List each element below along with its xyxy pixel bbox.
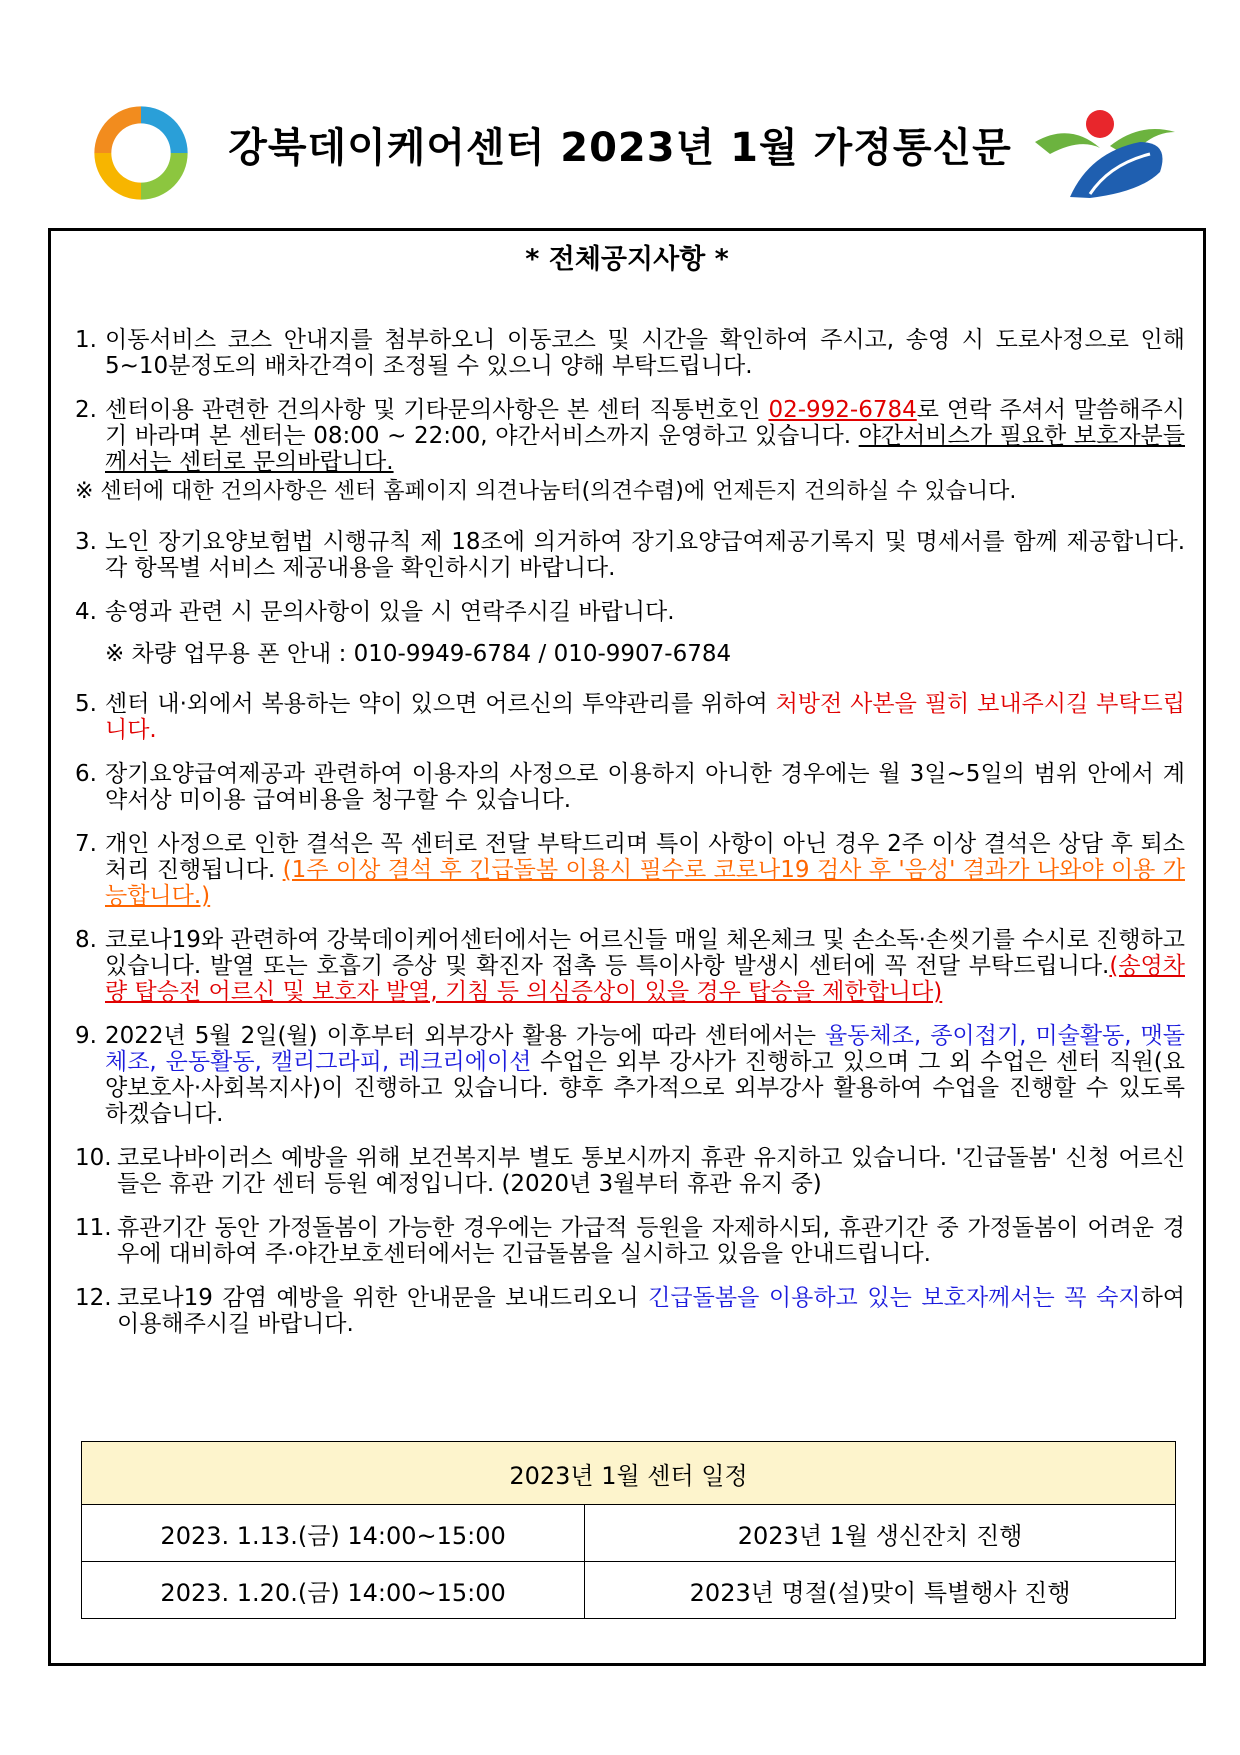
schedule-date: 2023. 1.13.(금) 14:00~15:00 bbox=[82, 1505, 585, 1562]
item-text-highlight: 긴급돌봄을 이용하고 있는 보호자께서는 꼭 숙지 bbox=[648, 1285, 1141, 1311]
notice-item-7 bbox=[75, 831, 1185, 909]
schedule-header-row bbox=[82, 1442, 1176, 1505]
item-number: 7. bbox=[75, 831, 97, 857]
item-number: 5. bbox=[75, 691, 97, 717]
notice-frame bbox=[48, 228, 1206, 1666]
notice-item-8 bbox=[75, 927, 1185, 1005]
item-text-highlight: 처방전 사본을 필히 보내주시길 부탁드립니다. bbox=[105, 691, 1185, 743]
center-phone-number: 02-992-6784 bbox=[768, 397, 917, 423]
item-text: 하여 이용해주시길 바랍니다. bbox=[117, 1285, 1185, 1337]
item-text-highlight: 율동체조, 종이접기, 미술활동, 맷돌체조, 운동활동, 캘리그라피, 레크리에이션 bbox=[105, 1023, 1186, 1075]
notice-item-12 bbox=[75, 1285, 1185, 1337]
schedule-event: 2023년 1월 생신잔치 진행 bbox=[585, 1505, 1176, 1562]
item-text: 코로나바이러스 예방을 위해 보건복지부 별도 통보시까지 휴관 유지하고 있습니다. '긴급돌봄' 신청 어르신들은 휴관 기간 센터 등원 예정입니다. (2020년 3월부터 휴관 유지 중) bbox=[117, 1145, 1185, 1197]
item-text: 휴관기간 동안 가정돌봄이 가능한 경우에는 가급적 등원을 자제하시되, 휴관기간 중 가정돌봄이 어려운 경우에 대비하여 주·야간보호센터에서는 긴급돌봄을 실시하고 있음을 안내드립니다. bbox=[117, 1215, 1185, 1267]
item-text-highlight: (1주 이상 결석 후 긴급돌봄 이용시 필수로 코로나19 검사 후 '음성' 결과가 나와야 이용 가능합니다.) bbox=[105, 857, 1185, 909]
item-text: 2022년 5월 2일(월) 이후부터 외부강사 활용 가능에 따라 센터에서는 bbox=[105, 1023, 826, 1049]
item-number: 3. bbox=[75, 529, 97, 555]
item-text: 센터 내·외에서 복용하는 약이 있으면 어르신의 투약관리를 위하여 bbox=[105, 691, 776, 717]
circle-swirl-logo-icon bbox=[88, 100, 194, 206]
schedule-table bbox=[81, 1441, 1176, 1619]
table-row bbox=[82, 1562, 1176, 1619]
item-number: 6. bbox=[75, 761, 97, 787]
item-number: 1. bbox=[75, 327, 97, 353]
item-text: 개인 사정으로 인한 결석은 꼭 센터로 전달 부탁드리며 특이 사항이 아닌 경우 2주 이상 결석은 상담 후 퇴소처리 진행됩니다. bbox=[105, 831, 1185, 883]
notice-list bbox=[75, 327, 1235, 1355]
item-number: 2. bbox=[75, 397, 97, 423]
item-number: 9. bbox=[75, 1023, 97, 1049]
item-text-highlight: (송영차량 탑승전 어르신 및 보호자 발열, 기침 등 의심증상이 있을 경우 탑승을 제한합니다) bbox=[105, 953, 1185, 1005]
item-text: 이동서비스 코스 안내지를 첨부하오니 이동코스 및 시간을 확인하여 주시고, 송영 시 도로사정으로 인해 5~10분정도의 배차간격이 조정될 수 있으니 양해 부탁드립니다. bbox=[105, 327, 1185, 379]
notice-item-5 bbox=[75, 691, 1185, 743]
schedule-title: 2023년 1월 센터 일정 bbox=[82, 1442, 1176, 1505]
table-row bbox=[82, 1505, 1176, 1562]
item-number: 4. bbox=[75, 599, 97, 625]
item-number: 10. bbox=[75, 1145, 112, 1171]
item-number: 11. bbox=[75, 1215, 112, 1241]
page-header bbox=[0, 88, 1240, 218]
schedule-event: 2023년 명절(설)맞이 특별행사 진행 bbox=[585, 1562, 1176, 1619]
item-text: 로 연락 주셔서 말씀해주시기 바라며 본 센터는 08:00 ~ 22:00, 야간서비스까지 운영하고 있습니다. bbox=[105, 397, 1185, 449]
item-text: 송영과 관련 시 문의사항이 있을 시 연락주시길 바랍니다. bbox=[105, 599, 675, 625]
item-text: 코로나19와 관련하여 강북데이케어센터에서는 어르신들 매일 체온체크 및 손소독·손씻기를 수시로 진행하고 있습니다. 발열 또는 호흡기 증상 및 확진자 접촉 등 특이사항 발생시 센터에 꼭 전달 부탁드립니다. bbox=[105, 927, 1185, 979]
suggestion-note: ※ 센터에 대한 건의사항은 센터 홈페이지 의견나눔터(의견수렴)에 언제든지 건의하실 수 있습니다. bbox=[75, 479, 1017, 504]
notice-item-2 bbox=[75, 397, 1185, 475]
item-text-underlined: 야간서비스가 필요한 보호자분들께서는 센터로 문의바랍니다. bbox=[105, 423, 1185, 475]
notice-item-6 bbox=[75, 761, 1185, 813]
schedule-date: 2023. 1.20.(금) 14:00~15:00 bbox=[82, 1562, 585, 1619]
notice-item-4 bbox=[75, 599, 1185, 667]
item-number: 12. bbox=[75, 1285, 112, 1311]
notice-title: * 전체공지사항 * bbox=[525, 244, 729, 275]
gangbuk-district-logo-icon bbox=[1030, 102, 1180, 202]
item-text: 센터이용 관련한 건의사항 및 기타문의사항은 본 센터 직통번호인 bbox=[105, 397, 769, 423]
item-text: 수업은 외부 강사가 진행하고 있으며 그 외 수업은 센터 직원(요양보호사·사회복지사)이 진행하고 있습니다. 향후 추가적으로 외부강사 활용하여 수업을 진행할 수 있도록 하겠습니다. bbox=[105, 1049, 1185, 1127]
item-number: 8. bbox=[75, 927, 97, 953]
notice-item-11 bbox=[75, 1215, 1185, 1267]
notice-item-1 bbox=[75, 327, 1185, 379]
vehicle-phone-note: ※ 차량 업무용 폰 안내 : 010-9949-6784 / 010-9907-6784 bbox=[105, 641, 732, 667]
notice-item-10 bbox=[75, 1145, 1185, 1197]
item-text: 노인 장기요양보험법 시행규칙 제 18조에 의거하여 장기요양급여제공기록지 및 명세서를 함께 제공합니다. 각 항목별 서비스 제공내용을 확인하시기 바랍니다. bbox=[105, 529, 1185, 581]
notice-item-9 bbox=[75, 1023, 1185, 1127]
item-text: 장기요양급여제공과 관련하여 이용자의 사정으로 이용하지 아니한 경우에는 월 3일~5일의 범위 안에서 계약서상 미이용 급여비용을 청구할 수 있습니다. bbox=[105, 761, 1185, 813]
page-title: 강북데이케어센터 2023년 1월 가정통신문 bbox=[228, 125, 1012, 171]
notice-item-3 bbox=[75, 529, 1185, 581]
item-text: 코로나19 감염 예방을 위한 안내문을 보내드리오니 bbox=[117, 1285, 649, 1311]
